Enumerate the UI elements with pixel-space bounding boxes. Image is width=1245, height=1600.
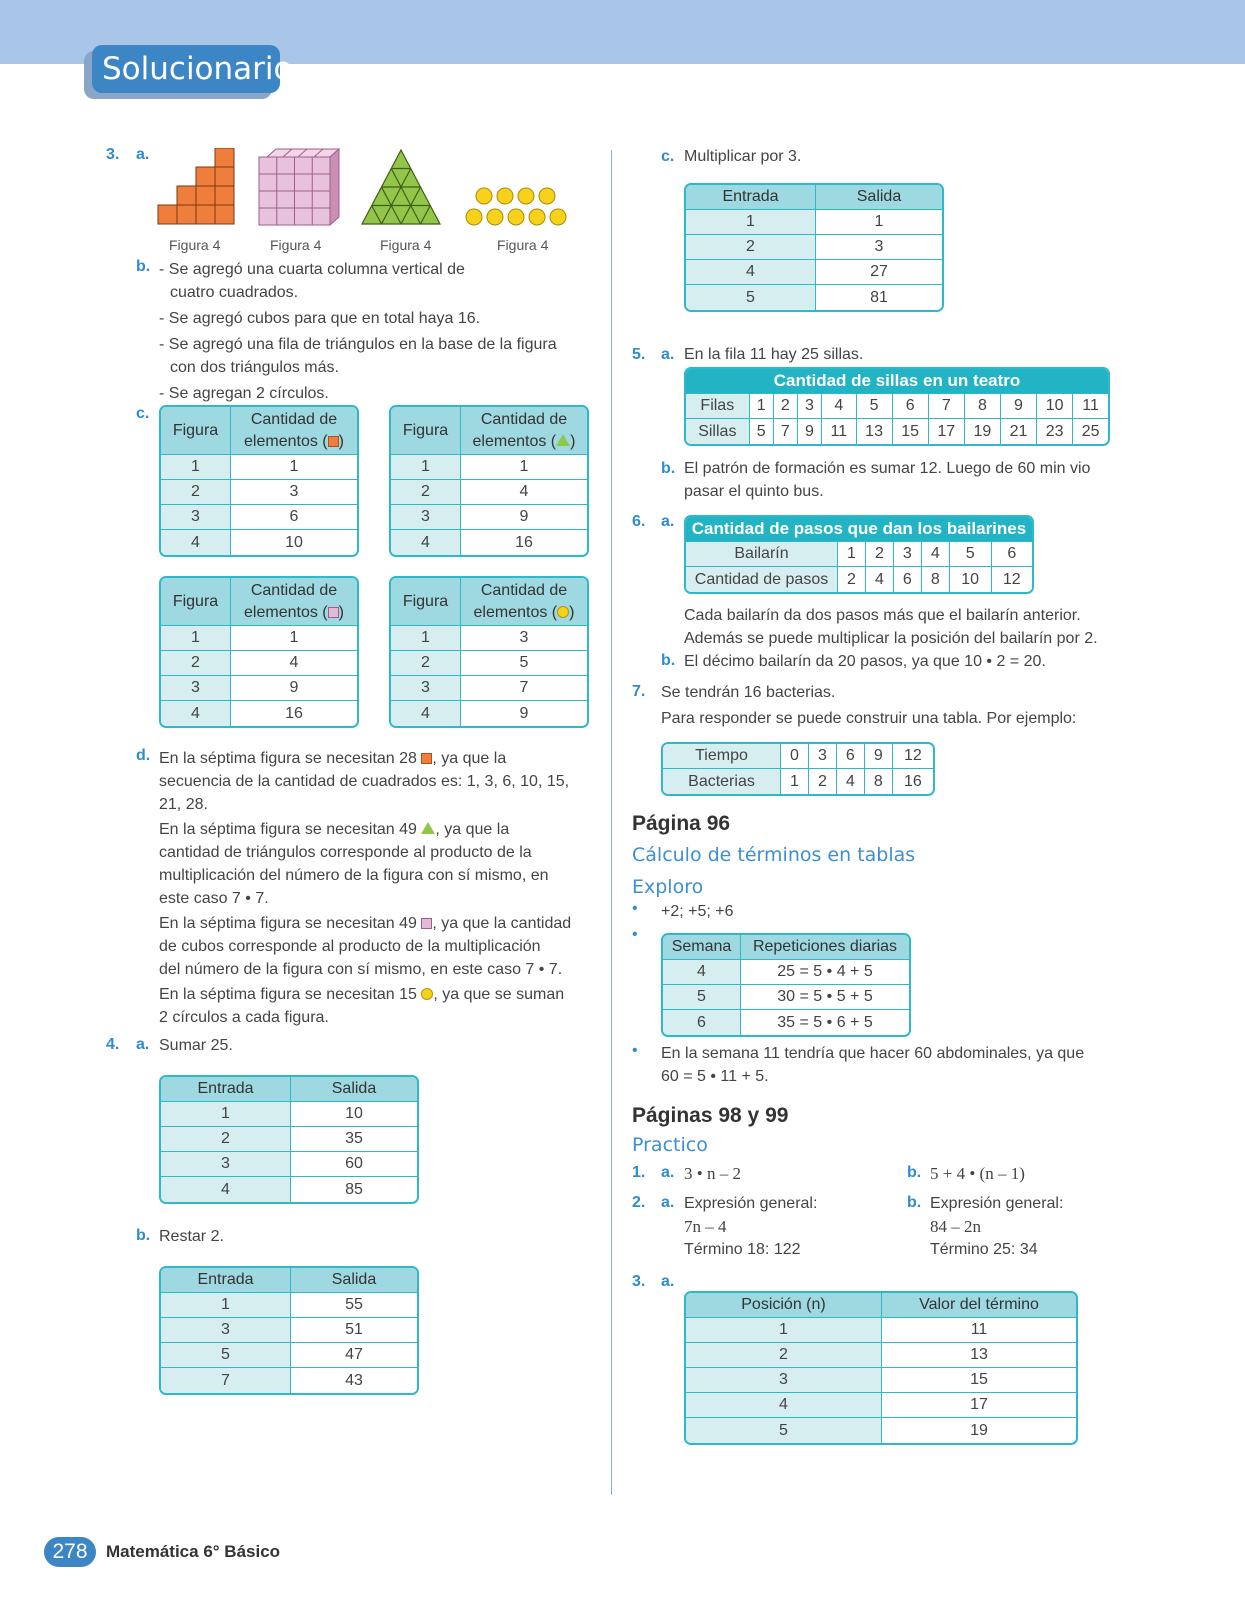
table-cell: 4 xyxy=(391,701,461,726)
answer-text: Además se puede multiplicar la posición del bailarín por 2. xyxy=(684,630,1098,647)
table-cell: 7 xyxy=(929,394,965,419)
table-cell: 2 xyxy=(686,1343,882,1368)
header-line: Cantidad de xyxy=(250,581,338,599)
table-header: Repeticiones diarias xyxy=(741,935,909,960)
table-cell: 13 xyxy=(882,1343,1076,1368)
header-line: ) xyxy=(338,603,344,621)
table-cell: 1 xyxy=(161,1102,291,1127)
table-cell: 6 xyxy=(893,394,929,419)
table-cell: 17 xyxy=(882,1393,1076,1418)
p98-q1-number: 1. xyxy=(632,1164,646,1181)
table-cell: 5 xyxy=(750,419,774,444)
table-cell: 3 xyxy=(461,626,587,651)
table-cell: 9 xyxy=(519,704,529,722)
table-cell: 0 xyxy=(781,744,809,769)
answer-text: 2 círculos a cada figura. xyxy=(159,1009,329,1026)
table-header xyxy=(231,407,357,455)
table-cell: 7 xyxy=(461,676,587,701)
q4b-text: Restar 2. xyxy=(159,1228,224,1245)
answer-text: Se tendrán 16 bacterias. xyxy=(661,684,836,701)
p98-q3-number: 3. xyxy=(632,1273,646,1290)
table-cell: 10 xyxy=(950,567,992,592)
table-cell: 8 xyxy=(965,394,1001,419)
answer-line: - Se agregan 2 círculos. xyxy=(159,385,329,402)
table-cell: 9 xyxy=(1001,394,1037,419)
table-cell: 2 xyxy=(161,651,231,676)
table-cell: Bailarín xyxy=(686,542,838,567)
q4-number: 4. xyxy=(106,1036,120,1053)
table-cell: 51 xyxy=(291,1318,417,1343)
table-header xyxy=(231,578,357,626)
circles-figure xyxy=(466,188,566,225)
table-cell: 35 xyxy=(291,1127,417,1152)
table-cell: 3 xyxy=(231,480,357,505)
q3c-label: c. xyxy=(136,405,150,422)
table-cell: 2 xyxy=(838,567,866,592)
solucionario-tab xyxy=(92,45,293,93)
table-cell: 5 xyxy=(686,1418,882,1443)
table-header: Semana xyxy=(663,935,741,960)
triangle-icon xyxy=(556,434,570,446)
table-header: Salida xyxy=(291,1268,417,1293)
figure-label: Figura 4 xyxy=(497,237,549,253)
table-cell: 47 xyxy=(291,1343,417,1368)
table-cell: 43 xyxy=(345,1371,363,1389)
p98-q2a-text xyxy=(684,1192,894,1261)
explore-answer-1: +2; +5; +6 xyxy=(661,903,734,920)
header-line: Cantidad de xyxy=(480,410,568,428)
table-circles xyxy=(389,576,589,728)
table-cell: 16 xyxy=(285,704,303,722)
table-header: Entrada xyxy=(686,185,816,210)
table-cell: 10 xyxy=(285,533,303,551)
section-title-p96: Página 96 xyxy=(632,812,731,835)
header-line: ) xyxy=(569,603,575,621)
table-title: Cantidad de pasos que dan los bailarines xyxy=(686,517,1032,542)
table-cell: 1 xyxy=(161,626,231,651)
table-cell: 35 = 5 • 6 + 5 xyxy=(777,1013,873,1031)
answer-line: - Se agregó una fila de triángulos en la base de la figura xyxy=(159,336,557,353)
table-cell: 1 xyxy=(231,626,357,651)
q4a-label: a. xyxy=(136,1036,150,1053)
table-cell: 3 xyxy=(686,1368,882,1393)
table-cell: 4 xyxy=(461,480,587,505)
table-cell: 2 xyxy=(161,1127,291,1152)
p98-q3a-label: a. xyxy=(661,1273,675,1290)
header-line: elementos ( xyxy=(473,603,558,621)
table-cell: 9 xyxy=(461,505,587,530)
answer-text: El patrón de formación es sumar 12. Luego de 60 min vio xyxy=(684,460,1091,477)
cube-icon xyxy=(328,607,339,618)
table-cell: 1 xyxy=(231,455,357,480)
table-cell: 3 xyxy=(161,676,231,701)
table-cell: 4 xyxy=(686,1393,882,1418)
staircase-figure xyxy=(158,148,234,224)
answer-text: Expresión general: xyxy=(930,1195,1064,1212)
table-cell: 25 xyxy=(1081,422,1100,440)
table-cell: 15 xyxy=(893,419,929,444)
q5b-label: b. xyxy=(661,460,676,477)
table-cell: 4 xyxy=(663,960,741,985)
table-cell: 3 xyxy=(809,744,837,769)
answer-text: 21, 28. xyxy=(159,796,208,813)
q7-number: 7. xyxy=(632,683,646,700)
q6a-explanation xyxy=(684,604,1134,650)
table-dancer-steps xyxy=(684,515,1034,594)
figure-label: Figura 4 xyxy=(169,237,221,253)
table-cell: 2 xyxy=(161,480,231,505)
table-cell: 4 xyxy=(922,542,950,567)
circle-icon xyxy=(421,988,433,1000)
table-header xyxy=(461,578,587,626)
table-cell: 55 xyxy=(291,1293,417,1318)
table-cell: 6 xyxy=(231,505,357,530)
table-cell: 8 xyxy=(922,567,950,592)
q7-text xyxy=(661,681,1121,730)
table-cell: 19 xyxy=(965,419,1001,444)
answer-text: 84 – 2n xyxy=(930,1217,981,1236)
table-cell: 16 xyxy=(903,772,922,790)
page-number: 278 xyxy=(44,1537,96,1567)
table-cubes xyxy=(159,576,359,728)
table-cell: 23 xyxy=(1037,419,1073,444)
p98-q2b-label: b. xyxy=(907,1194,922,1211)
figures-illustration xyxy=(155,148,575,230)
table-cell: 21 xyxy=(1001,419,1037,444)
answer-text: pasar el quinto bus. xyxy=(684,483,824,500)
q3a-label: a. xyxy=(136,146,150,163)
p98-q1b-label: b. xyxy=(907,1164,922,1181)
header-line: ) xyxy=(570,432,576,450)
p98-q2-number: 2. xyxy=(632,1194,646,1211)
explore-label: Exploro xyxy=(632,876,704,898)
table-cell: 1 xyxy=(750,394,774,419)
answer-text: En la séptima figura se necesitan 49 xyxy=(159,821,417,838)
header-line: elementos ( xyxy=(244,603,328,621)
table-cell: 1 xyxy=(838,542,866,567)
table-cell: 5 xyxy=(857,394,893,419)
cube-figure xyxy=(259,149,339,225)
table-header: Entrada xyxy=(161,1268,291,1293)
table-cell: 11 xyxy=(882,1318,1076,1343)
table-cell: 3 xyxy=(161,505,231,530)
table-cell: 3 xyxy=(391,505,461,530)
table-cell: 4 xyxy=(837,769,865,794)
table-cell: 6 xyxy=(992,542,1032,567)
answer-text: Cada bailarín da dos pasos más que el bailarín anterior. xyxy=(684,607,1081,624)
p98-q1b-text: 5 + 4 • (n – 1) xyxy=(930,1164,1025,1183)
table-cell: 2 xyxy=(686,235,816,260)
bullet-icon: • xyxy=(632,900,638,917)
table-header: Figura xyxy=(161,578,231,626)
table-title: Cantidad de sillas en un teatro xyxy=(686,369,1108,394)
table-cell: 3 xyxy=(391,676,461,701)
q5-number: 5. xyxy=(632,346,646,363)
table-cell: 2 xyxy=(391,480,461,505)
circle-icon xyxy=(557,606,569,618)
bullet-icon: • xyxy=(632,1042,638,1059)
table-cell: 19 xyxy=(970,1421,988,1439)
q5b-text xyxy=(684,457,1124,503)
answer-text: , ya que se suman xyxy=(433,986,565,1003)
answer-line: - Se agregó cubos para que en total haya 16. xyxy=(159,310,481,327)
table-cell: 1 xyxy=(391,455,461,480)
header-line: elementos ( xyxy=(472,432,557,450)
qc-label: c. xyxy=(661,148,675,165)
q5a-text: En la fila 11 hay 25 sillas. xyxy=(684,346,864,363)
table-cell: 16 xyxy=(515,533,533,551)
q3b-label: b. xyxy=(136,258,151,275)
answer-text: 60 = 5 • 11 + 5. xyxy=(661,1068,769,1085)
figure-label: Figura 4 xyxy=(380,237,432,253)
table-cell: 3 xyxy=(894,542,922,567)
table-cell: 1 xyxy=(161,455,231,480)
answer-text: Expresión general: xyxy=(684,1195,818,1212)
answer-text: del número de la figura con sí mismo, en este caso 7 • 7. xyxy=(159,961,563,978)
section-subtitle-p96: Cálculo de términos en tablas xyxy=(632,844,916,866)
table-cell: 15 xyxy=(882,1368,1076,1393)
table-theater-chairs xyxy=(684,367,1110,446)
figure-label: Figura 4 xyxy=(270,237,322,253)
table-header: Figura xyxy=(391,578,461,626)
table-bacteria xyxy=(661,742,935,796)
table-sum xyxy=(159,1075,419,1204)
q4a-text: Sumar 25. xyxy=(159,1037,233,1054)
answer-line: - Se agregó una cuarta columna vertical de xyxy=(159,261,465,278)
table-term-values xyxy=(684,1291,1078,1445)
table-triangles xyxy=(389,405,589,557)
answer-text: En la séptima figura se necesitan 28 xyxy=(159,750,417,767)
table-cell: 6 xyxy=(894,567,922,592)
table-cell: 4 xyxy=(161,1177,291,1202)
table-cell: 60 xyxy=(291,1152,417,1177)
bullet-icon: • xyxy=(632,926,638,943)
q6-number: 6. xyxy=(632,513,646,530)
table-cell: 2 xyxy=(866,542,894,567)
table-cell: 1 xyxy=(391,626,461,651)
answer-text: secuencia de la cantidad de cuadrados es: 1, 3, 6, 10, 15, xyxy=(159,773,570,790)
table-cell: 5 xyxy=(161,1343,291,1368)
book-title: Matemática 6° Básico xyxy=(106,1542,281,1561)
table-cell: 3 xyxy=(161,1318,291,1343)
table-cell: 1 xyxy=(161,1293,291,1318)
p98-q1a-text: 3 • n – 2 xyxy=(684,1164,741,1183)
table-cell: 4 xyxy=(231,651,357,676)
header-line: Cantidad de xyxy=(250,410,338,428)
table-cell: 12 xyxy=(893,744,933,769)
table-cell: 9 xyxy=(865,744,893,769)
table-cell: 3 xyxy=(816,235,942,260)
q3d-label: d. xyxy=(136,747,151,764)
table-cell: 11 xyxy=(1073,394,1108,419)
section-title-p98: Páginas 98 y 99 xyxy=(632,1104,789,1127)
table-header xyxy=(461,407,587,455)
table-header: Valor del término xyxy=(882,1293,1076,1318)
table-cell: 10 xyxy=(1037,394,1073,419)
table-squares xyxy=(159,405,359,557)
table-header: Entrada xyxy=(161,1077,291,1102)
table-cell: 5 xyxy=(686,285,816,310)
q3b-answers xyxy=(159,258,589,405)
table-cell: 1 xyxy=(461,455,587,480)
explore-answer-3 xyxy=(661,1042,1121,1088)
table-multiply xyxy=(684,183,944,312)
table-cell: 4 xyxy=(161,701,231,726)
table-cell: Sillas xyxy=(686,419,750,444)
table-cell: 12 xyxy=(1002,570,1021,588)
table-weekly-reps xyxy=(661,933,911,1037)
cube-icon xyxy=(421,918,432,929)
table-cell: 6 xyxy=(663,1010,741,1035)
table-cell: 2 xyxy=(391,651,461,676)
q6b-label: b. xyxy=(661,652,676,669)
triangle-icon xyxy=(421,822,435,834)
answer-text: En la séptima figura se necesitan 49 xyxy=(159,915,417,932)
table-header: Salida xyxy=(291,1077,417,1102)
header-line: elementos ( xyxy=(244,432,328,450)
table-cell: Filas xyxy=(686,394,750,419)
triangle-figure xyxy=(362,150,440,224)
answer-text: Término 18: 122 xyxy=(684,1241,801,1258)
table-cell: 5 xyxy=(950,542,992,567)
answer-text: Término 25: 34 xyxy=(930,1241,1038,1258)
answer-text: , ya que la cantidad xyxy=(432,915,572,932)
table-cell: 1 xyxy=(686,210,816,235)
square-icon xyxy=(328,436,339,447)
p98-q2a-label: a. xyxy=(661,1194,675,1211)
header-line: Cantidad de xyxy=(480,581,568,599)
q4b-label: b. xyxy=(136,1227,151,1244)
answer-text: cantidad de triángulos corresponde al producto de la xyxy=(159,844,532,861)
table-cell: 27 xyxy=(816,260,942,285)
p98-q1a-label: a. xyxy=(661,1164,675,1181)
table-cell: 81 xyxy=(870,288,888,306)
table-cell: 25 = 5 • 4 + 5 xyxy=(741,960,909,985)
p98-q2b-text xyxy=(930,1192,1140,1261)
table-cell: 7 xyxy=(774,419,798,444)
table-cell: 6 xyxy=(837,744,865,769)
table-cell: 4 xyxy=(866,567,894,592)
table-cell: 85 xyxy=(345,1180,363,1198)
table-cell: Cantidad de pasos xyxy=(686,567,838,592)
table-cell: 17 xyxy=(929,419,965,444)
table-cell: 4 xyxy=(822,394,857,419)
table-cell: 1 xyxy=(781,769,809,794)
q3d-answers xyxy=(159,747,599,1029)
table-subtract xyxy=(159,1266,419,1395)
answer-text: En la séptima figura se necesitan 15 xyxy=(159,986,417,1003)
table-cell: 5 xyxy=(663,985,741,1010)
answer-text: de cubos corresponde al producto de la multiplicación xyxy=(159,938,541,955)
answer-text: Para responder se puede construir una tabla. Por ejemplo: xyxy=(661,710,1077,727)
answer-text: , ya que la xyxy=(432,750,507,767)
practice-label: Practico xyxy=(632,1134,708,1156)
table-header: Figura xyxy=(391,407,461,455)
table-cell: 2 xyxy=(774,394,798,419)
square-icon xyxy=(421,753,432,764)
q6b-text: El décimo bailarín da 20 pasos, ya que 10 • 2 = 20. xyxy=(684,653,1046,670)
table-cell: 30 = 5 • 5 + 5 xyxy=(741,985,909,1010)
table-cell: 11 xyxy=(822,419,857,444)
table-cell: 7 xyxy=(161,1368,291,1393)
table-cell: 4 xyxy=(686,260,816,285)
table-cell: 13 xyxy=(857,419,893,444)
q5a-label: a. xyxy=(661,346,675,363)
table-cell: 4 xyxy=(391,530,461,555)
q3-number: 3. xyxy=(106,146,120,163)
table-cell: 9 xyxy=(798,419,822,444)
table-cell: 10 xyxy=(291,1102,417,1127)
table-cell: 1 xyxy=(816,210,942,235)
answer-text: 7n – 4 xyxy=(684,1217,727,1236)
table-header: Posición (n) xyxy=(686,1293,882,1318)
table-cell: 9 xyxy=(231,676,357,701)
tab-title: Solucionario xyxy=(102,51,293,87)
table-cell: 1 xyxy=(686,1318,882,1343)
table-cell: Tiempo xyxy=(663,744,781,769)
table-cell: 2 xyxy=(809,769,837,794)
answer-text: En la semana 11 tendría que hacer 60 abdominales, ya que xyxy=(661,1045,1085,1062)
table-cell: Bacterias xyxy=(663,769,781,794)
table-cell: 3 xyxy=(161,1152,291,1177)
table-header: Figura xyxy=(161,407,231,455)
answer-line: cuatro cuadrados. xyxy=(170,284,299,301)
answer-text: este caso 7 • 7. xyxy=(159,890,269,907)
table-cell: 4 xyxy=(161,530,231,555)
table-cell: 3 xyxy=(798,394,822,419)
header-line: ) xyxy=(338,432,344,450)
answer-text: multiplicación del número de la figura con sí mismo, en xyxy=(159,867,549,884)
table-header: Salida xyxy=(816,185,942,210)
qc-text: Multiplicar por 3. xyxy=(684,148,802,165)
column-divider xyxy=(611,150,612,1495)
q6a-label: a. xyxy=(661,513,675,530)
answer-text: , ya que la xyxy=(435,821,510,838)
table-cell: 5 xyxy=(461,651,587,676)
answer-line: con dos triángulos más. xyxy=(170,359,339,376)
table-cell: 8 xyxy=(865,769,893,794)
